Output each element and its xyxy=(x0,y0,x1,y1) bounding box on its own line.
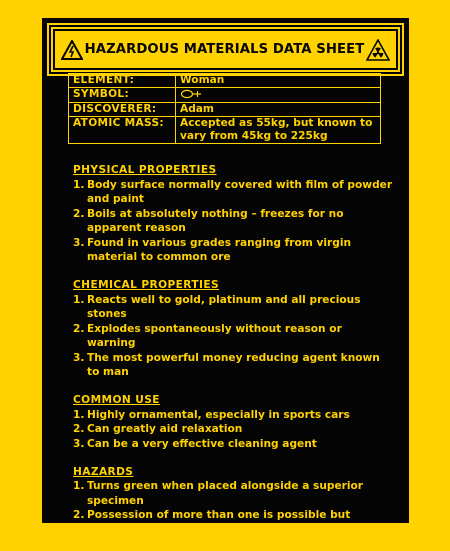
item-text: Can be a very effective cleaning agent xyxy=(87,437,317,450)
section-title: CHEMICAL PROPERTIES xyxy=(73,279,220,291)
common-use-section xyxy=(73,393,393,451)
item-text: Boils at absolutely nothing – freezes for no apparent reason xyxy=(87,207,344,234)
property-key: DISCOVERER: xyxy=(69,103,176,117)
section-list xyxy=(73,479,393,537)
sheet-header xyxy=(49,25,402,74)
physical-properties-section xyxy=(73,163,393,265)
sections xyxy=(73,163,393,551)
item-text: Explodes spontaneously without reason or warning xyxy=(87,322,342,349)
property-key: ATOMIC MASS: xyxy=(69,117,176,144)
list-item: 2. Possession of more than one is possible but specimens must never make eye contact xyxy=(73,509,351,536)
item-text: Turns green when placed alongside a superior specimen xyxy=(87,480,364,507)
section-list xyxy=(73,408,393,452)
table-row xyxy=(69,74,381,88)
property-key: ELEMENT: xyxy=(69,74,176,88)
table-row xyxy=(69,103,381,117)
section-list xyxy=(73,293,393,380)
list-item: 1. Turns green when placed alongside a superior specimen xyxy=(73,480,364,507)
header-banner xyxy=(53,29,398,70)
item-text: Body surface normally covered with film of powder and paint xyxy=(87,178,393,205)
item-text: Can greatly aid relaxation xyxy=(87,423,243,435)
item-text: Found in various grades ranging from virgin material to common ore xyxy=(87,236,352,263)
list-item: 2. Boils at absolutely nothing – freezes for no apparent reason xyxy=(73,207,344,234)
list-item: 3. Found in various grades ranging from virgin material to common ore xyxy=(73,236,352,263)
page-title: HAZARDOUS MATERIALS DATA SHEET xyxy=(84,42,365,57)
property-value: Woman xyxy=(176,74,381,88)
data-sheet xyxy=(42,18,409,536)
list-item: 3. Can be a very effective cleaning agent xyxy=(73,437,317,450)
radiation-icon xyxy=(366,39,390,61)
warning-triangle-icon xyxy=(61,40,83,60)
item-text: Reacts well to gold, platinum and all precious stones xyxy=(87,293,361,320)
list-item: 2. Can greatly aid relaxation xyxy=(73,423,243,435)
section-title: HAZARDS xyxy=(73,465,134,478)
table-row xyxy=(69,117,381,144)
item-text: Possession of more than one is possible but specimens must never make eye contact xyxy=(87,509,351,536)
section-title: PHYSICAL PROPERTIES xyxy=(73,164,217,176)
female-symbol-icon xyxy=(180,88,204,100)
list-item: 1. Body surface normally covered with film of powder and paint xyxy=(73,178,393,205)
list-item: 1. Highly ornamental, especially in sports cars xyxy=(73,408,350,421)
properties-table xyxy=(68,73,381,144)
section-title: COMMON USE xyxy=(73,394,160,406)
section-list xyxy=(73,178,393,265)
hazards-section xyxy=(73,465,393,538)
property-value xyxy=(176,88,381,103)
list-item: 2. Explodes spontaneously without reason or warning xyxy=(73,322,342,349)
property-value: Adam xyxy=(176,103,381,117)
list-item: 1. Reacts well to gold, platinum and all precious stones xyxy=(73,293,361,320)
list-item: 3. The most powerful money reducing agent known to man xyxy=(73,351,380,378)
property-key: SYMBOL: xyxy=(69,88,176,103)
property-value: Accepted as 55kg, but known to vary from 45kg to 225kg xyxy=(176,117,381,144)
chemical-properties-section xyxy=(73,278,393,380)
table-row xyxy=(69,88,381,103)
item-text: The most powerful money reducing agent known to man xyxy=(87,351,380,378)
item-text: Highly ornamental, especially in sports cars xyxy=(87,408,350,421)
